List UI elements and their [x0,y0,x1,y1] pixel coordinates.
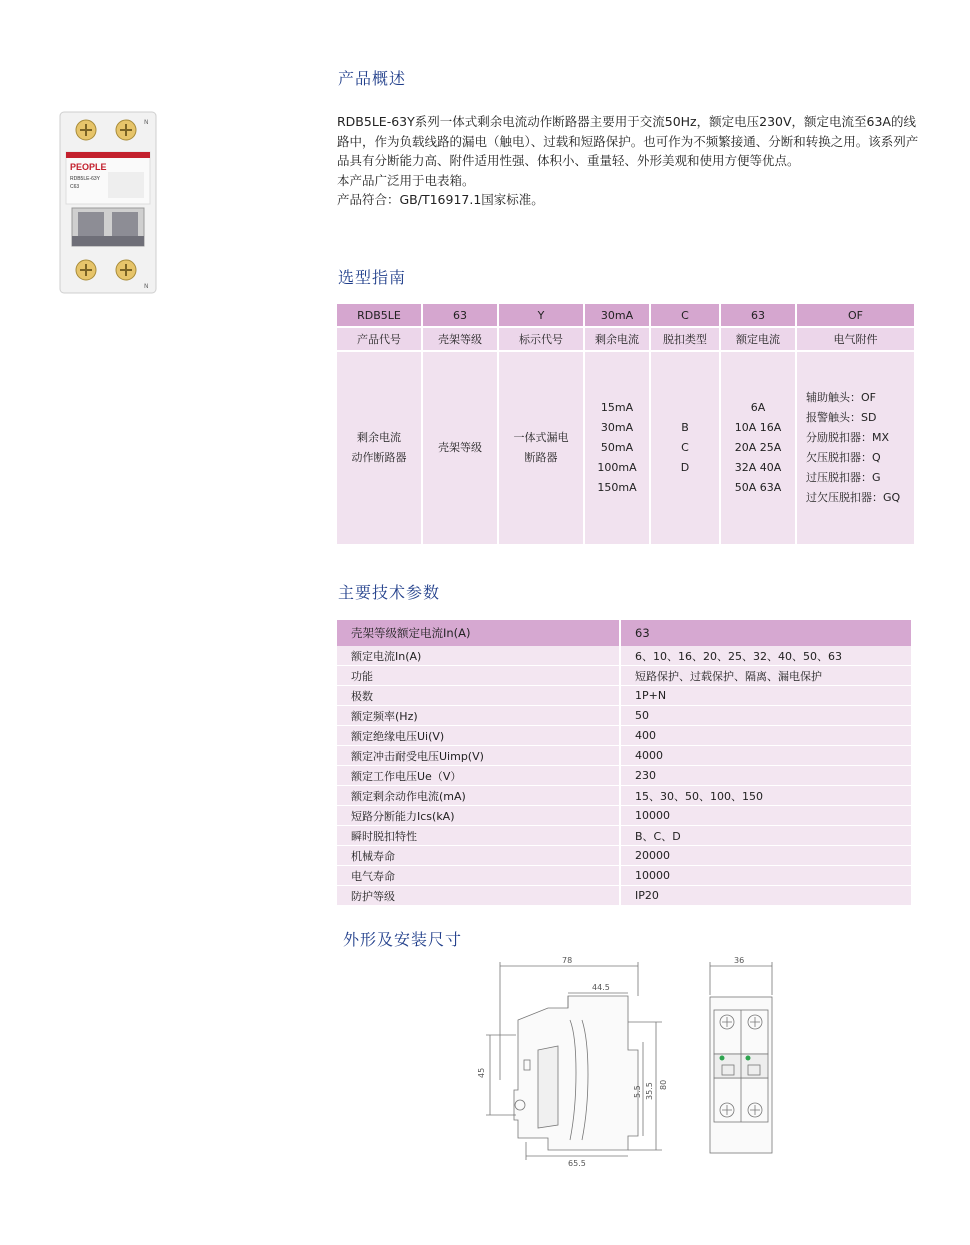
trip-option: D [680,461,690,474]
selection-code-row [337,304,914,328]
product-rating: C63 [70,184,80,190]
param-value: 230 [620,766,911,786]
accessory-option: 分励脱扣器：MX [806,431,890,444]
rated-option: 10A 16A [734,421,782,434]
dim-35-5: 35.5 [645,1082,654,1100]
table-row [337,846,911,866]
overview-paragraph-2: 本产品广泛用于电表箱。 [337,172,475,188]
accessory-option: 辅助触头：OF [806,391,876,404]
param-name: 额定电流In(A) [337,646,620,666]
product-image [58,110,158,295]
selection-table [337,304,914,544]
param-value: 10000 [620,866,911,886]
accessory-option: 欠压脱扣器：Q [806,451,881,464]
residual-option: 100mA [597,461,637,474]
desc-trip [651,352,721,544]
param-name: 瞬时脱扣特性 [337,826,620,846]
table-row [337,726,911,746]
param-value: 6、10、16、20、25、32、40、50、63 [620,646,911,666]
residual-option: 30mA [600,421,634,434]
table-row [337,806,911,826]
table-row [337,766,911,786]
param-name: 防护等级 [337,886,620,906]
desc-product [337,352,423,544]
label-product: 产品代号 [337,328,423,352]
params-table [337,620,911,906]
param-name: 额定冲击耐受电压Uimp(V) [337,746,620,766]
code-trip: C [651,304,721,328]
dim-36: 36 [734,956,745,965]
param-value: 20000 [620,846,911,866]
selection-label-row [337,328,914,352]
param-value: 400 [620,726,911,746]
table-row [337,646,911,666]
param-name: 功能 [337,666,620,686]
desc-marking-line: 一体式漏电 [513,431,569,444]
dim-65-5: 65.5 [568,1159,586,1168]
trip-option: C [681,441,689,454]
code-marking: Y [499,304,585,328]
dim-80: 80 [659,1079,668,1090]
table-row [337,666,911,686]
param-value: 4000 [620,746,911,766]
label-rated: 额定电流 [721,328,797,352]
accessory-option: 报警触头：SD [806,411,877,424]
dimensions-title: 外形及安装尺寸 [343,930,463,949]
label-residual: 剩余电流 [585,328,651,352]
label-trip: 脱扣类型 [651,328,721,352]
param-name: 额定剩余动作电流(mA) [337,786,620,806]
param-name: 机械寿命 [337,846,620,866]
product-n-mark-bottom: N [144,283,149,290]
rated-option: 32A 40A [734,461,782,474]
table-row [337,866,911,886]
rated-option: 50A 63A [734,481,782,494]
table-row [337,826,911,846]
desc-accessory [797,352,914,544]
param-value: 10000 [620,806,911,826]
accessory-option: 过欠压脱扣器：GQ [806,491,901,504]
code-rated: 63 [721,304,797,328]
label-accessory: 电气附件 [797,328,914,352]
table-row [337,706,911,726]
label-frame: 壳架等级 [423,328,499,352]
rated-option: 6A [750,401,766,414]
param-name: 电气寿命 [337,866,620,886]
desc-product-line: 动作断路器 [351,451,407,464]
overview-paragraph-3: 产品符合：GB/T16917.1国家标准。 [337,192,544,207]
dim-45: 45 [477,1067,486,1078]
code-frame: 63 [423,304,499,328]
selection-title: 选型指南 [338,268,407,287]
code-product: RDB5LE [337,304,423,328]
selection-desc-row [337,352,914,544]
table-row [337,786,911,806]
param-value: 短路保护、过载保护、隔离、漏电保护 [620,666,911,686]
params-header-value: 63 [620,620,911,646]
desc-residual [585,352,651,544]
desc-marking-line: 断路器 [524,451,558,464]
dimension-drawing [478,950,788,1175]
overview-title: 产品概述 [338,69,407,88]
param-value: B、C、D [620,826,911,846]
table-row [337,886,911,906]
params-header-label: 壳架等级额定电流In(A) [337,620,620,646]
overview-text [337,112,922,210]
param-value: 1P+N [620,686,911,706]
code-accessory: OF [797,304,914,328]
desc-marking [499,352,585,544]
code-residual: 30mA [585,304,651,328]
residual-option: 150mA [597,481,637,494]
product-n-mark-top: N [144,119,149,126]
param-value: 15、30、50、100、150 [620,786,911,806]
dim-78: 78 [562,956,573,965]
param-name: 额定工作电压Ue（V） [337,766,620,786]
desc-rated [721,352,797,544]
label-marking: 标示代号 [499,328,585,352]
trip-option: B [681,421,689,434]
desc-product-line: 剩余电流 [357,431,401,444]
param-name: 额定频率(Hz) [337,706,620,726]
param-value: IP20 [620,886,911,906]
param-name: 极数 [337,686,620,706]
residual-option: 15mA [600,401,634,414]
params-header-row [337,620,911,646]
rated-option: 20A 25A [734,441,782,454]
accessory-option: 过压脱扣器：G [806,471,881,484]
dim-44-5: 44.5 [592,983,610,992]
overview-paragraph-1: RDB5LE-63Y系列一体式剩余电流动作断路器主要用于交流50Hz，额定电压230V，额定电流至63A的线路中，作为负载线路的漏电（触电）、过载和短路保护。也可作为不频繁接通、分断和转换之用。该系列产品具有分断能力高、附件适用性强、体积小、重量轻、外形美观和使用方便等优点。 [337,114,919,168]
residual-option: 50mA [600,441,634,454]
product-model: RDB5LE-63Y [70,176,101,182]
desc-frame: 壳架等级 [423,352,499,544]
table-row [337,746,911,766]
table-row [337,686,911,706]
product-brand: PEOPLE [70,162,107,172]
param-value: 50 [620,706,911,726]
dim-5-5: 5.5 [633,1085,642,1098]
param-name: 额定绝缘电压Ui(V) [337,726,620,746]
params-title: 主要技术参数 [338,583,441,602]
param-name: 短路分断能力Ics(kA) [337,806,620,826]
